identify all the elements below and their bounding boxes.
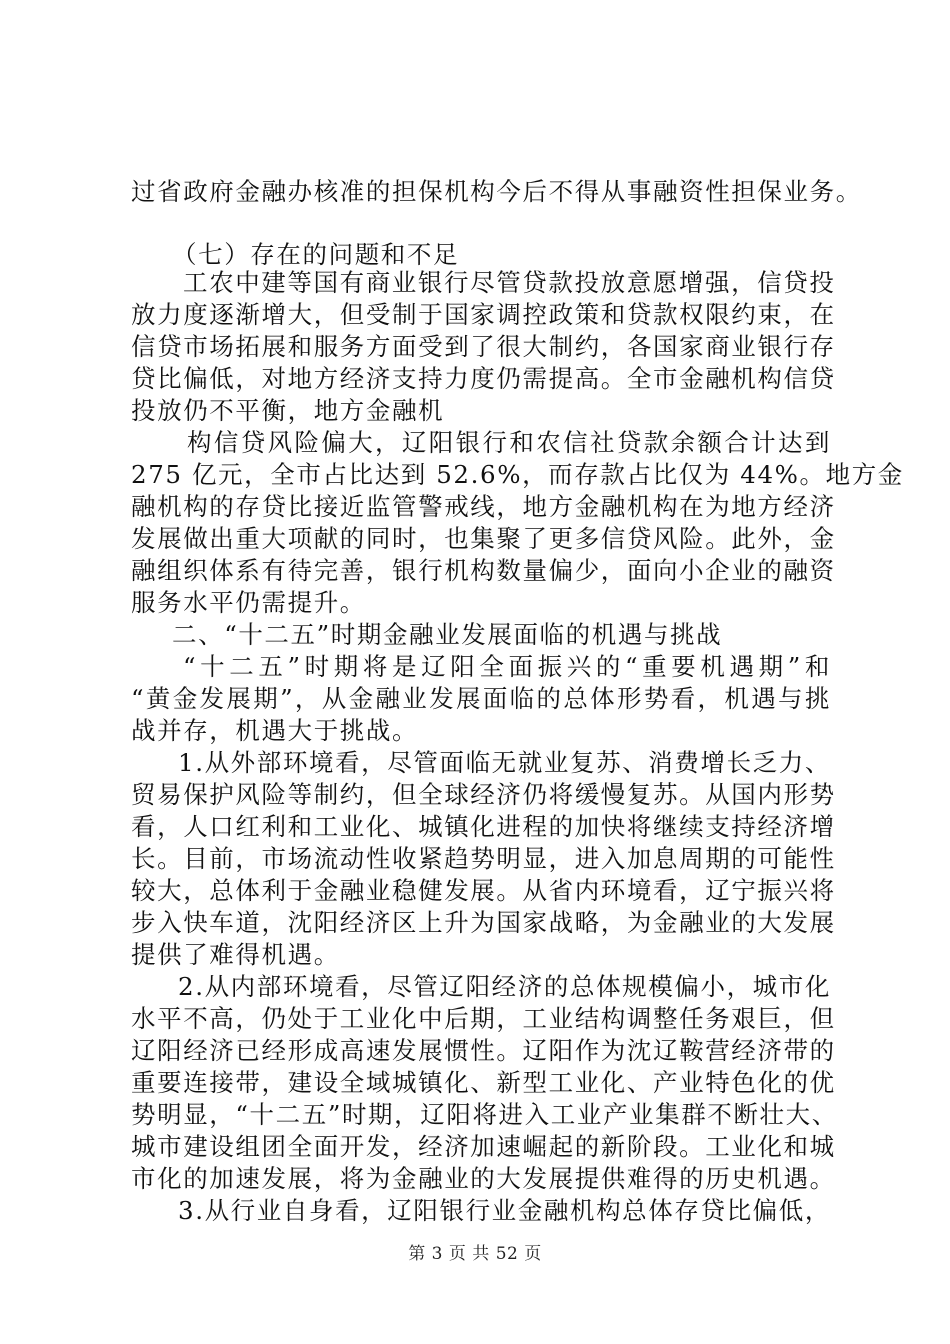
- text-line: 投放仍不平衡，地方金融机: [131, 396, 445, 425]
- text-line: 长。目前，市场流动性收紧趋势明显，进入加息周期的可能性: [131, 844, 836, 873]
- text-line: 1.从外部环境看，尽管面临无就业复苏、消费增长乏力、: [178, 748, 831, 777]
- text-line: 较大，总体利于金融业稳健发展。从省内环境看，辽宁振兴将: [131, 876, 836, 905]
- text-line: 工农中建等国有商业银行尽管贷款投放意愿增强，信贷投: [183, 268, 836, 297]
- text-line: 看，人口红利和工业化、城镇化进程的加快将继续支持经济增: [131, 812, 836, 841]
- text-line: 过省政府金融办核准的担保机构今后不得从事融资性担保业务。: [131, 177, 862, 206]
- text-line: 城市建设组团全面开发，经济加速崛起的新阶段。工业化和城: [131, 1132, 836, 1161]
- text-line: 提供了难得机遇。: [131, 940, 340, 969]
- text-line: 贸易保护风险等制约，但全球经济仍将缓慢复苏。从国内形势: [131, 780, 836, 809]
- text-line: 融组织体系有待完善，银行机构数量偏少，面向小企业的融资: [131, 556, 836, 585]
- text-line: 融机构的存贷比接近监管警戒线，地方金融机构在为地方经济: [131, 492, 836, 521]
- text-line: 构信贷风险偏大，辽阳银行和农信社贷款余额合计达到: [187, 428, 831, 457]
- text-line: “十二五”时期将是辽阳全面振兴的“重要机遇期”和: [183, 652, 831, 681]
- text-line: 市化的加速发展，将为金融业的大发展提供难得的历史机遇。: [131, 1164, 836, 1193]
- text-line: 重要连接带，建设全域城镇化、新型工业化、产业特色化的优: [131, 1068, 836, 1097]
- text-line: 3.从行业自身看，辽阳银行业金融机构总体存贷比偏低，: [178, 1196, 831, 1225]
- text-line: 战并存，机遇大于挑战。: [131, 716, 419, 745]
- text-line: 发展做出重大项献的同时，也集聚了更多信贷风险。此外，金: [131, 524, 836, 553]
- text-line: 放力度逐渐增大，但受制于国家调控政策和贷款权限约束，在: [131, 300, 836, 329]
- text-line: 服务水平仍需提升。: [131, 588, 366, 617]
- text-line: 势明显，“十二五”时期，辽阳将进入工业产业集群不断壮大、: [131, 1100, 838, 1129]
- text-line: 水平不高，仍处于工业化中后期，工业结构调整任务艰巨，但: [131, 1004, 836, 1033]
- section-heading: （七）存在的问题和不足: [172, 240, 460, 269]
- text-line: 辽阳经济已经形成高速发展惯性。辽阳作为沈辽鞍营经济带的: [131, 1036, 836, 1065]
- text-line: 275 亿元，全市占比达到 52.6%，而存款占比仅为 44%。地方金: [131, 460, 904, 489]
- text-line: 贷比偏低，对地方经济支持力度仍需提高。全市金融机构信贷: [131, 364, 836, 393]
- text-line: “黄金发展期”，从金融业发展面临的总体形势看，机遇与挑: [131, 684, 831, 713]
- text-line: 步入快车道，沈阳经济区上升为国家战略，为金融业的大发展: [131, 908, 836, 937]
- text-line: 2.从内部环境看，尽管辽阳经济的总体规模偏小，城市化: [178, 972, 831, 1001]
- page-number-footer: 第 3 页 共 52 页: [408, 1244, 542, 1264]
- section-heading: 二、“十二五”时期金融业发展面临的机遇与挑战: [172, 620, 723, 649]
- text-line: 信贷市场拓展和服务方面受到了很大制约，各国家商业银行存: [131, 332, 836, 361]
